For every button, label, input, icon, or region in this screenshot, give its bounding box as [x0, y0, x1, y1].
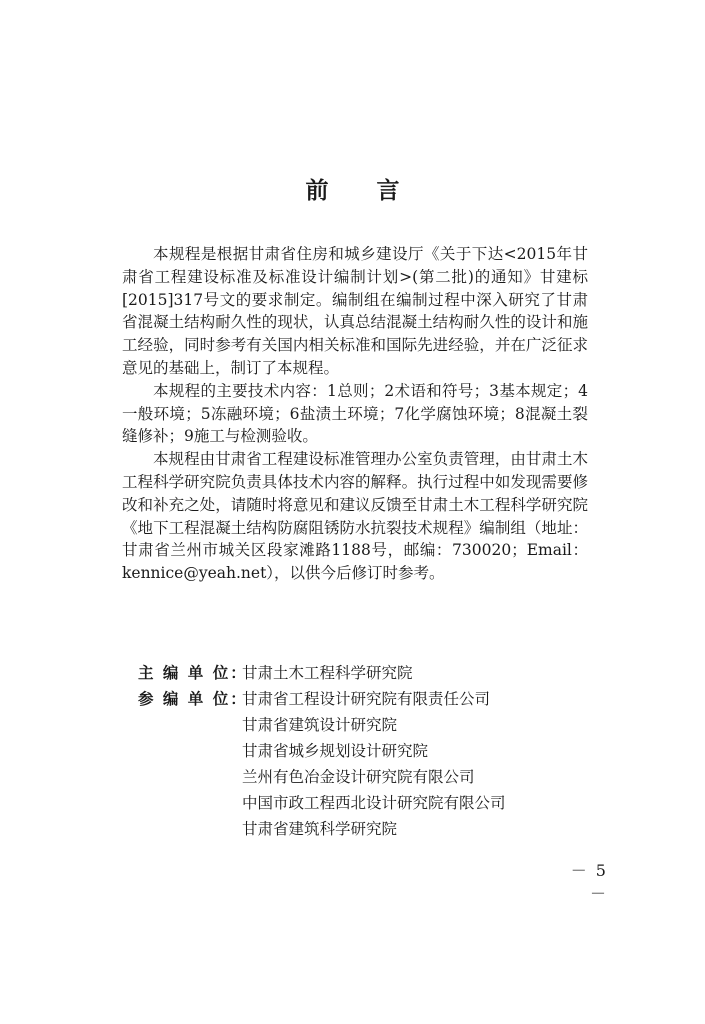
chief-editor-row — [138, 660, 588, 686]
participating-unit: 甘肃省建筑设计研究院 — [242, 716, 398, 734]
preface-paragraph-2: 本规程的主要技术内容：1总则；2术语和符号；3基本规定；4一般环境；5冻融环境；6盐渍土环境；7化学腐蚀环境；8混凝土裂缝修补；9施工与检测验收。 — [122, 381, 588, 446]
preface-body — [122, 243, 588, 585]
participating-unit: 甘肃省城乡规划设计研究院 — [242, 742, 429, 760]
participating-unit: 甘肃省建筑科学研究院 — [242, 820, 398, 838]
participating-unit: 甘肃省工程设计研究院有限责任公司 — [242, 690, 491, 708]
participating-list — [242, 686, 506, 842]
participating-unit: 兰州有色冶金设计研究院有限公司 — [242, 768, 475, 786]
page-title: 前 言 — [305, 178, 420, 204]
participating-label: 参 编 单 位： — [138, 690, 248, 708]
participating-row — [138, 686, 588, 842]
chief-editor-unit: 甘肃土木工程科学研究院 — [242, 664, 413, 682]
chief-editor-label: 主 编 单 位： — [138, 664, 248, 682]
preface-paragraph-1: 本规程是根据甘肃省住房和城乡建设厅《关于下达<2015年甘肃省工程建设标准及标准设计编制计划>(第二批)的通知》甘建标[2015]317号文的要求制定。编制组在编制过程中深入研究了甘肃省混凝土结构耐久性的现状，认真总结混凝土结构耐久性的设计和施工经验，同时参考有关国内相关标准和国际先进经验，并在广泛征求意见的基础上，制订了本规程。 — [122, 245, 588, 377]
participating-unit: 中国市政工程西北设计研究院有限公司 — [242, 794, 506, 812]
chief-editor-list — [242, 660, 413, 686]
editor-units — [138, 660, 588, 842]
page-number: － 5 － — [570, 861, 608, 903]
preface-paragraph-3: 本规程由甘肃省工程建设标准管理办公室负责管理，由甘肃土木工程科学研究院负责具体技术内容的解释。执行过程中如发现需要修改和补充之处，请随时将意见和建议反馈至甘肃土木工程科学研究院《地下工程混凝土结构防腐阻锈防水抗裂技术规程》编制组（地址：甘肃省兰州市城关区段家滩路1188号，邮编：730020；Email：kennice@yeah.net），以供今后修订时参考。 — [122, 450, 588, 583]
